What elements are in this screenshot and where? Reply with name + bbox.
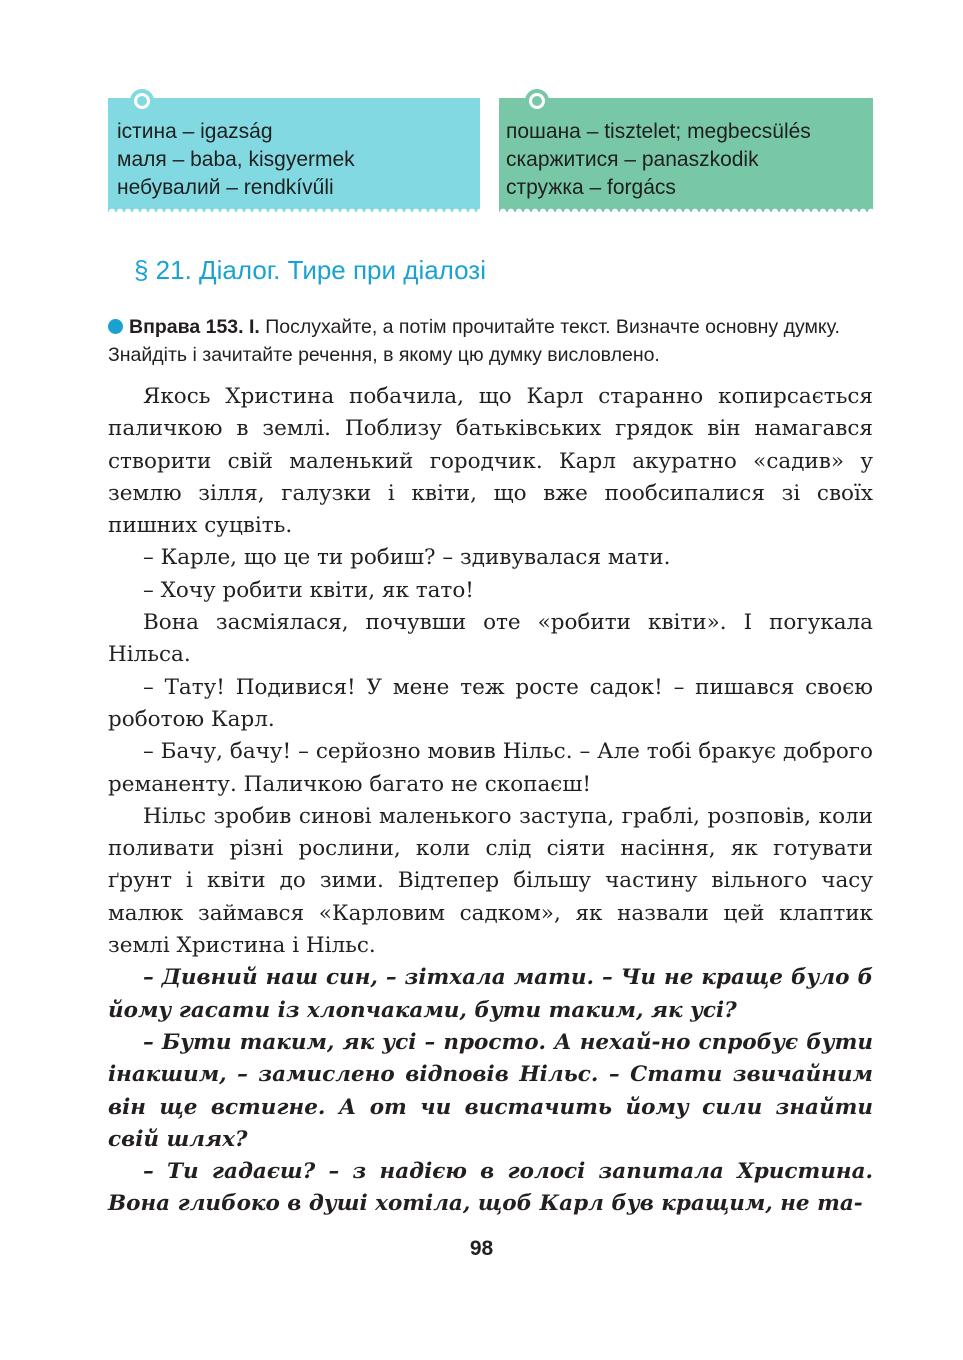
page-number: 98 — [469, 1237, 494, 1260]
paragraph: Вона засміялася, почувши оте «робити квіти». І погукала Нільса. — [108, 610, 873, 668]
story-text — [108, 381, 873, 1221]
ring-icon — [130, 89, 154, 113]
vocab-entry: пошана – tisztelet; megbecsülés — [506, 120, 811, 143]
paragraph: – Тату! Подивися! У мене теж росте садок! – пишався своєю роботою Карл. — [108, 674, 873, 732]
exercise-task — [108, 313, 878, 369]
vocabulary-box-right — [499, 98, 873, 212]
vocab-entry: скаржитися – panaszkodik — [506, 148, 759, 171]
paragraph-emphasis: – Дивний наш син, – зітхала мати. – Чи не краще було б йому гасати із хлопчаками, бути таким, як усі? — [108, 965, 873, 1023]
bullet-icon — [108, 319, 123, 334]
ring-icon — [525, 89, 549, 113]
vocab-entry: маля – baba, kisgyermek — [117, 148, 355, 171]
exercise-instructions: Послухайте, а потім прочитайте текст. Визначте основну думку. Знайдіть і зачитайте речення, в якому цю думку висловлено. — [108, 316, 840, 366]
vocabulary-box-left — [108, 98, 480, 212]
paragraph: – Карле, що це ти робиш? – здивувалася мати. — [143, 545, 671, 571]
paragraph: – Бачу, бачу! – серйозно мовив Нільс. – Але тобі бракує доброго реманенту. Паличкою багато не скопаєш! — [108, 739, 873, 797]
paragraph: – Хочу робити квіти, як тато! — [143, 577, 474, 603]
paragraph-emphasis: – Ти гадаєш? – з надією в голосі запитала Христина. Вона глибоко в душі хотіла, щоб Карл був кращим, не та- — [108, 1159, 873, 1217]
paragraph: Нільс зробив синові маленького заступа, граблі, розповів, коли поливати різні рослини, коли слід сіяти насіння, як готувати ґрунт і квіти до зими. Відтепер більшу частину вільного часу малюк займався «Карловим садком», як назвали цей клаптик землі Христина і Нільс. — [108, 803, 873, 959]
exercise-part-number: I. — [248, 316, 260, 338]
exercise-label: Вправа 153. — [129, 316, 244, 338]
vocab-entry: стружка – forgács — [506, 176, 676, 199]
vocab-entry: істина – igazság — [117, 120, 273, 143]
paragraph-emphasis: – Бути таким, як усі – просто. А нехай-но спробує бути інакшим, – замислено відповів Нільс. – Стати звичайним він ще встигне. А от чи вистачить йому сили знайти свій шлях? — [108, 1029, 873, 1152]
section-title: § 21. Діалог. Тире при діалозі — [134, 255, 487, 285]
paragraph: Якось Христина побачила, що Карл старанно копирсається паличкою в землі. Поблизу батьківських грядок він намагався створити свій маленький городчик. Карл акуратно «садив» у землю зілля, галузки і квіти, що вже пообсипалися зі своїх пишних суцвіть. — [108, 384, 873, 539]
vocab-entry: небувалий – rendkívűli — [117, 176, 334, 199]
